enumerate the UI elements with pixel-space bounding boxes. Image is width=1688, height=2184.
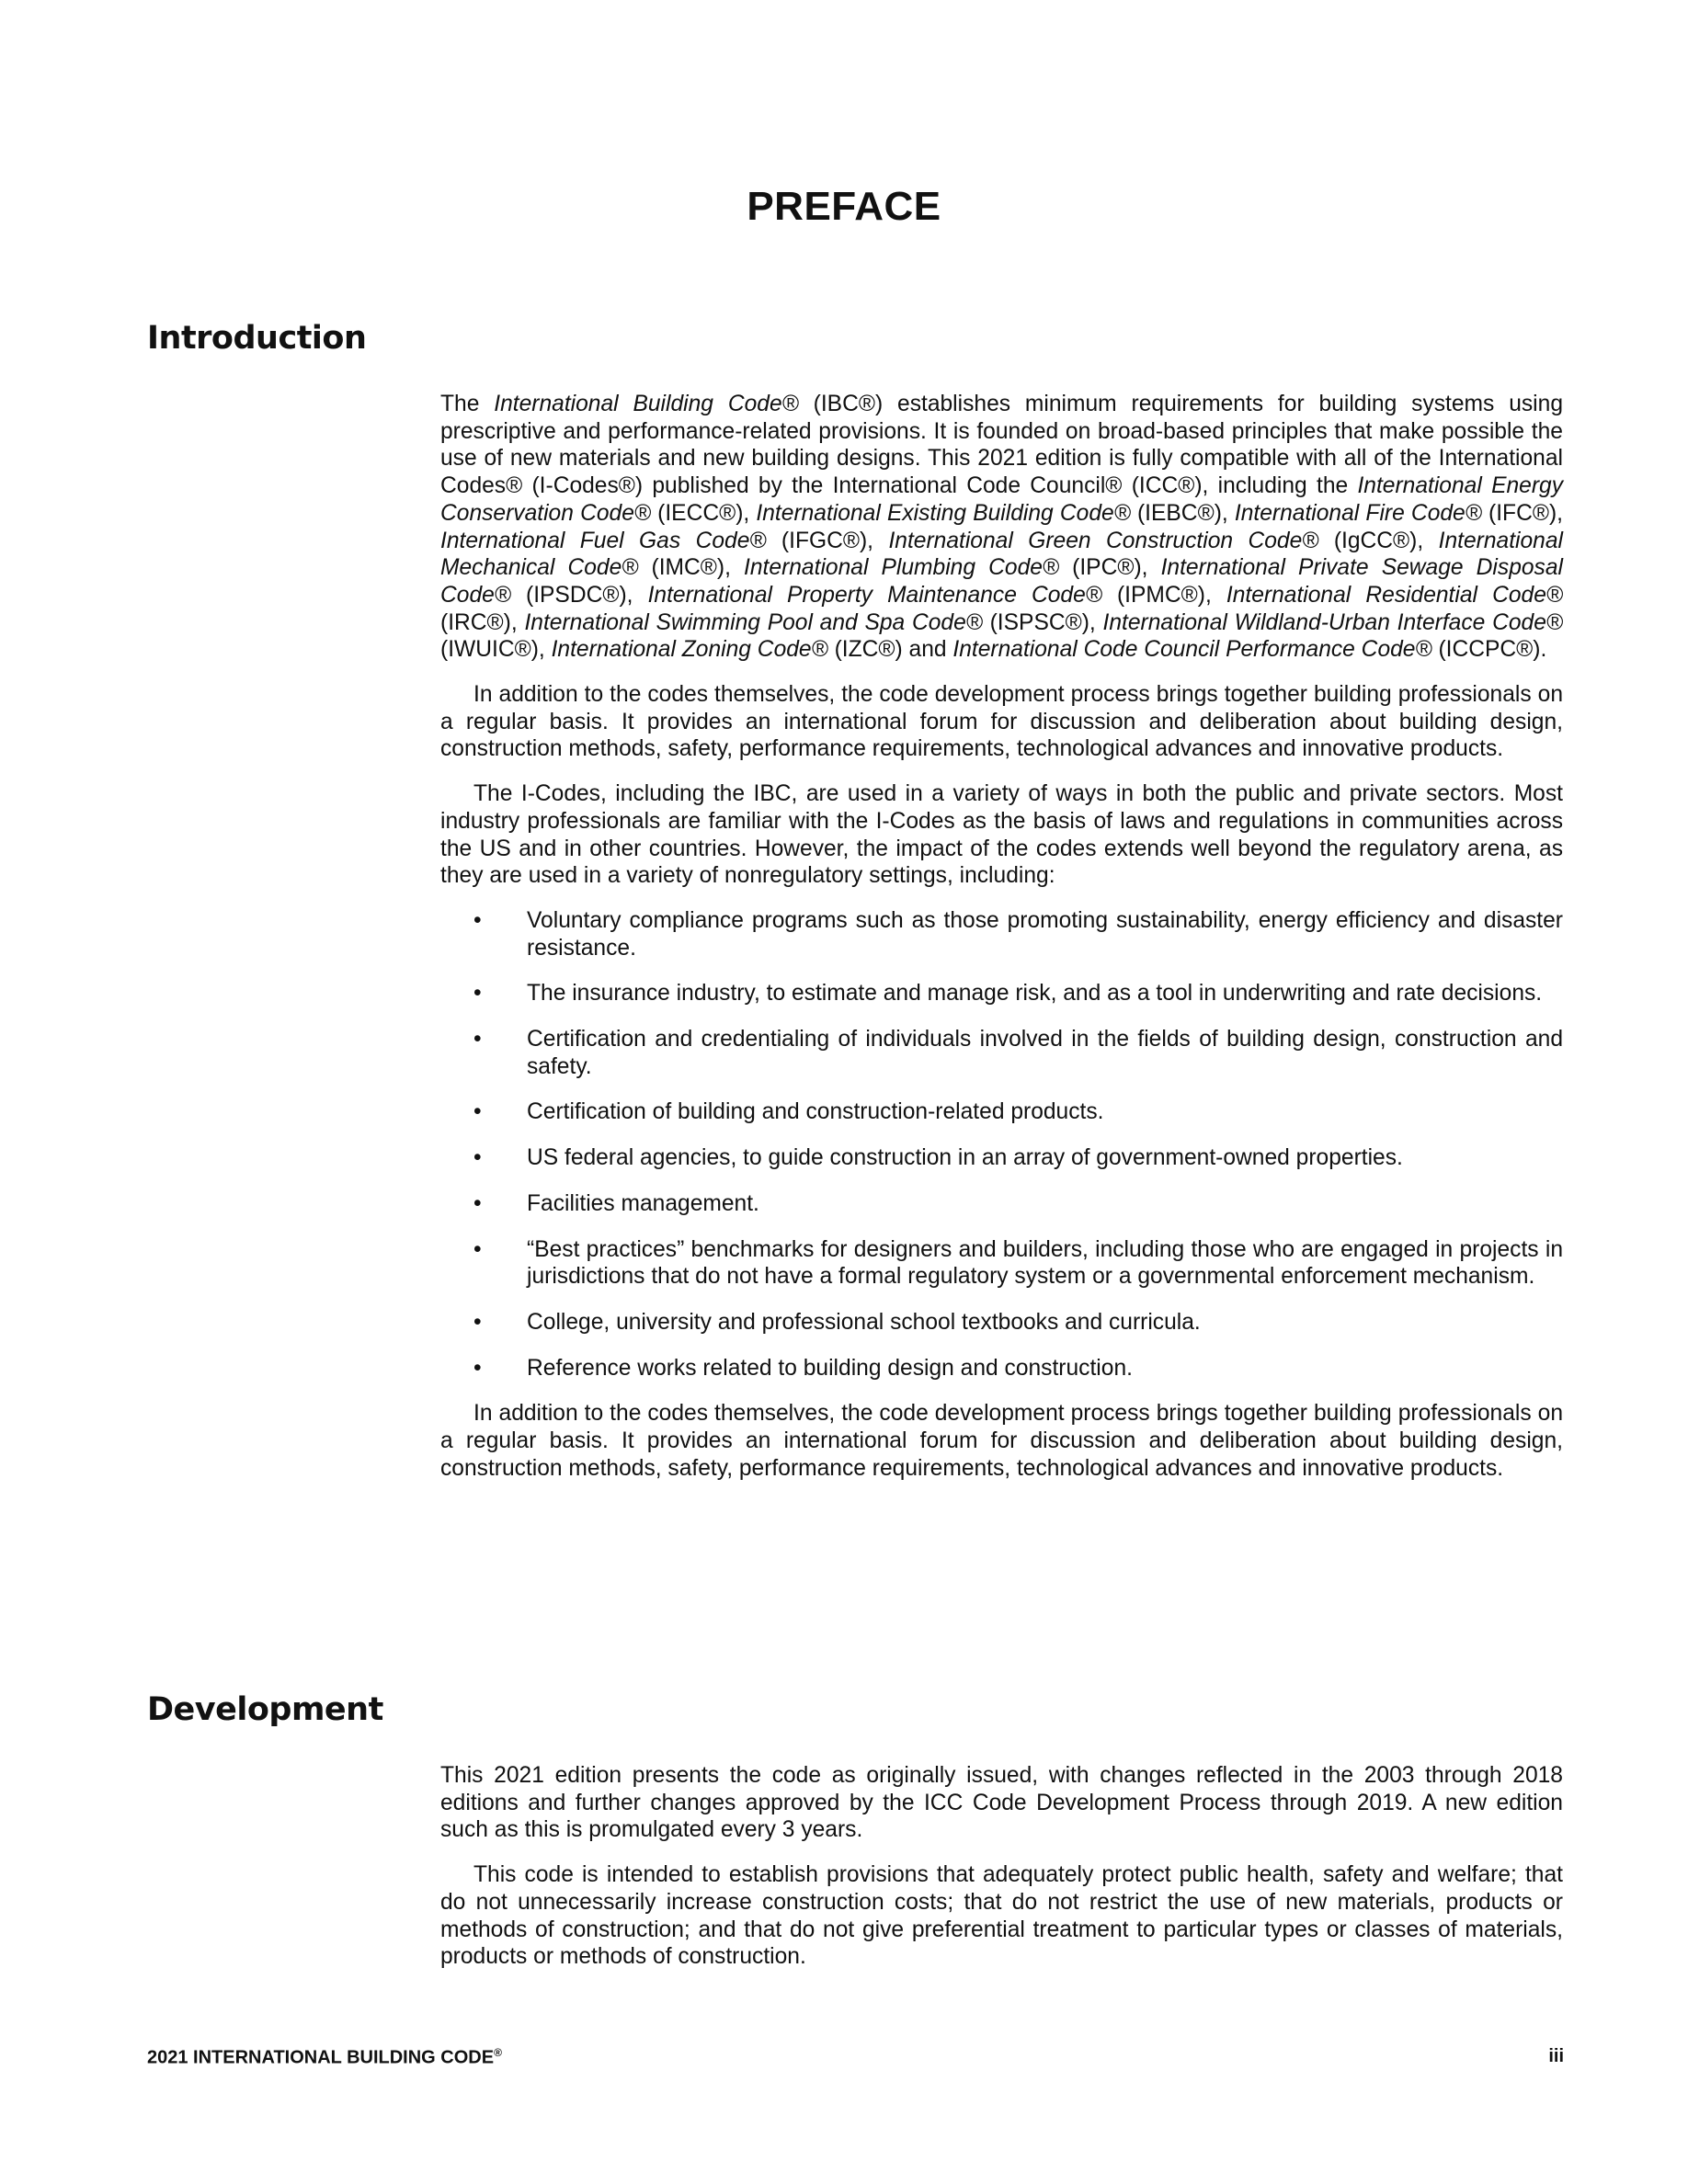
paragraph-text-run: (IPMC®), <box>1101 582 1226 608</box>
paragraph-text-run: (IgCC®), <box>1318 528 1439 553</box>
bullet-icon: • <box>473 1027 482 1052</box>
bullet-icon: • <box>473 981 482 1007</box>
list-item-text: Certification and credentialing of individuals involved in the fields of building design, construction and safety. <box>527 1027 1563 1079</box>
bullet-icon: • <box>473 1145 482 1171</box>
paragraph-text-run: (IFC®), <box>1481 500 1563 526</box>
paragraph-text-run: (IBC®) establishes minimum requirements for building systems using prescriptive and performance-related provisions. It is founded on broad-based principles that make possible the use of new materials and new building designs. This 2021 edition is fully compatible with all of the International Codes® (I-Codes®) published by the International Code Council® (ICC®), including the <box>440 392 1564 499</box>
code-title-italic: International Green Construction Code® <box>888 528 1319 553</box>
code-title-italic: International Plumbing Code® <box>744 555 1060 581</box>
list-item <box>440 980 1563 1007</box>
list-item-text: Facilities management. <box>527 1190 759 1216</box>
development-paragraph-1: This 2021 edition presents the code as originally issued, with changes reflected in the 2003 through 2018 editions and further changes approved by the ICC Code Development Process through 2019. A new edition such as this is promulgated every 3 years. <box>440 1763 1563 1843</box>
paragraph-text-run: (ICCPC®). <box>1431 637 1547 663</box>
code-title-italic: International Private Sewage Disposal Code® <box>440 555 1563 608</box>
list-item-text: Certification of building and construction-related products. <box>527 1099 1104 1125</box>
paragraph-text-run: (IMC®), <box>638 555 745 581</box>
paragraph-text-run: (IEBC®), <box>1130 500 1235 526</box>
list-item-text: Reference works related to building design and construction. <box>527 1355 1133 1381</box>
paragraph-text-run: (IZC®) and <box>827 637 953 663</box>
list-item <box>440 1355 1563 1382</box>
bullet-icon: • <box>473 1190 482 1216</box>
bullet-icon: • <box>473 1355 482 1381</box>
code-title-italic: International Property Maintenance Code® <box>647 582 1102 608</box>
footer-book-title <box>147 2046 502 2069</box>
list-item <box>440 1098 1563 1126</box>
code-title-italic: International Building Code® <box>494 392 799 416</box>
paragraph-text-run: (IWUIC®), <box>440 637 552 663</box>
list-item-text: College, university and professional school textbooks and curricula. <box>527 1309 1201 1335</box>
development-heading: Development <box>147 1691 383 1728</box>
introduction-paragraph-2: In addition to the codes themselves, the code development process brings together building professionals on a regular basis. It provides an international forum for discussion and deliberation about building design, construction methods, safety, performance requirements, technological advances and innovative products. <box>440 682 1563 762</box>
code-title-italic: International Energy Conservation Code® <box>440 473 1563 526</box>
list-item-text: Voluntary compliance programs such as those promoting sustainability, energy efficiency and disaster resistance. <box>527 907 1563 961</box>
code-title-italic: International Fuel Gas Code® <box>440 528 767 553</box>
list-item <box>440 1026 1563 1080</box>
list-item <box>440 1144 1563 1172</box>
development-paragraph-2: This code is intended to establish provisions that adequately protect public health, safety and welfare; that do not unnecessarily increase construction costs; that do not restrict the use of new materials, products or methods of construction; and that do not give preferential treatment to particular types or classes of materials, products or methods of construction. <box>440 1862 1563 1970</box>
code-title-italic: International Code Council Performance Code® <box>952 637 1432 663</box>
code-title-italic: International Residential Code® <box>1226 582 1563 608</box>
paragraph-text-run: (IRC®), <box>440 609 525 635</box>
list-item <box>440 1190 1563 1218</box>
paragraph-text-run: (IFGC®), <box>766 528 889 553</box>
introduction-paragraph-1 <box>440 391 1563 664</box>
list-item <box>440 907 1563 961</box>
list-item-text: US federal agencies, to guide construction in an array of government-owned properties. <box>527 1145 1403 1171</box>
list-item-text: The insurance industry, to estimate and manage risk, and as a tool in underwriting and rate decisions. <box>527 981 1543 1007</box>
development-body <box>440 1762 1563 1988</box>
bullet-icon: • <box>473 1309 482 1335</box>
list-item <box>440 1309 1563 1337</box>
code-title-italic: International Wildland-Urban Interface Code® <box>1102 609 1563 635</box>
introduction-body <box>440 391 1563 1500</box>
paragraph-text-run: (ISPSC®), <box>982 609 1103 635</box>
code-title-italic: International Swimming Pool and Spa Code® <box>524 609 983 635</box>
code-title-italic: International Existing Building Code® <box>756 500 1131 526</box>
code-title-italic: International Zoning Code® <box>551 637 828 663</box>
bullet-icon: • <box>473 1236 482 1262</box>
list-item <box>440 1236 1563 1291</box>
code-title-italic: International Mechanical Code® <box>440 528 1563 581</box>
page-title: PREFACE <box>747 184 941 229</box>
bullet-icon: • <box>473 1099 482 1125</box>
paragraph-text-run: The <box>440 392 495 416</box>
introduction-heading: Introduction <box>147 320 367 357</box>
list-item-text: “Best practices” benchmarks for designers and builders, including those who are engaged in projects in jurisdictions that do not have a formal regulatory system or a governmental enforcement mechanism. <box>527 1236 1563 1290</box>
footer-registered-mark: ® <box>494 2046 502 2059</box>
code-title-italic: International Fire Code® <box>1234 500 1482 526</box>
bullet-icon: • <box>473 907 482 933</box>
introduction-paragraph-3: The I-Codes, including the IBC, are used in a variety of ways in both the public and private sectors. Most industry professionals are familiar with the I-Codes as the basis of laws and regulations in communities across the US and in other countries. However, the impact of the codes extends well beyond the regulatory arena, as they are used in a variety of nonregulatory settings, including: <box>440 781 1563 889</box>
introduction-paragraph-4: In addition to the codes themselves, the code development process brings together building professionals on a regular basis. It provides an international forum for discussion and deliberation about building design, construction methods, safety, performance requirements, technological advances and innovative products. <box>440 1401 1563 1481</box>
footer-title-text: 2021 INTERNATIONAL BUILDING CODE <box>147 2047 495 2068</box>
paragraph-text-run: (IPC®), <box>1059 555 1161 581</box>
paragraph-text-run: (IECC®), <box>651 500 757 526</box>
nonregulatory-settings-list <box>440 907 1563 1382</box>
footer-page-number: iii <box>1548 2046 1564 2066</box>
paragraph-text-run: (IPSDC®), <box>510 582 648 608</box>
